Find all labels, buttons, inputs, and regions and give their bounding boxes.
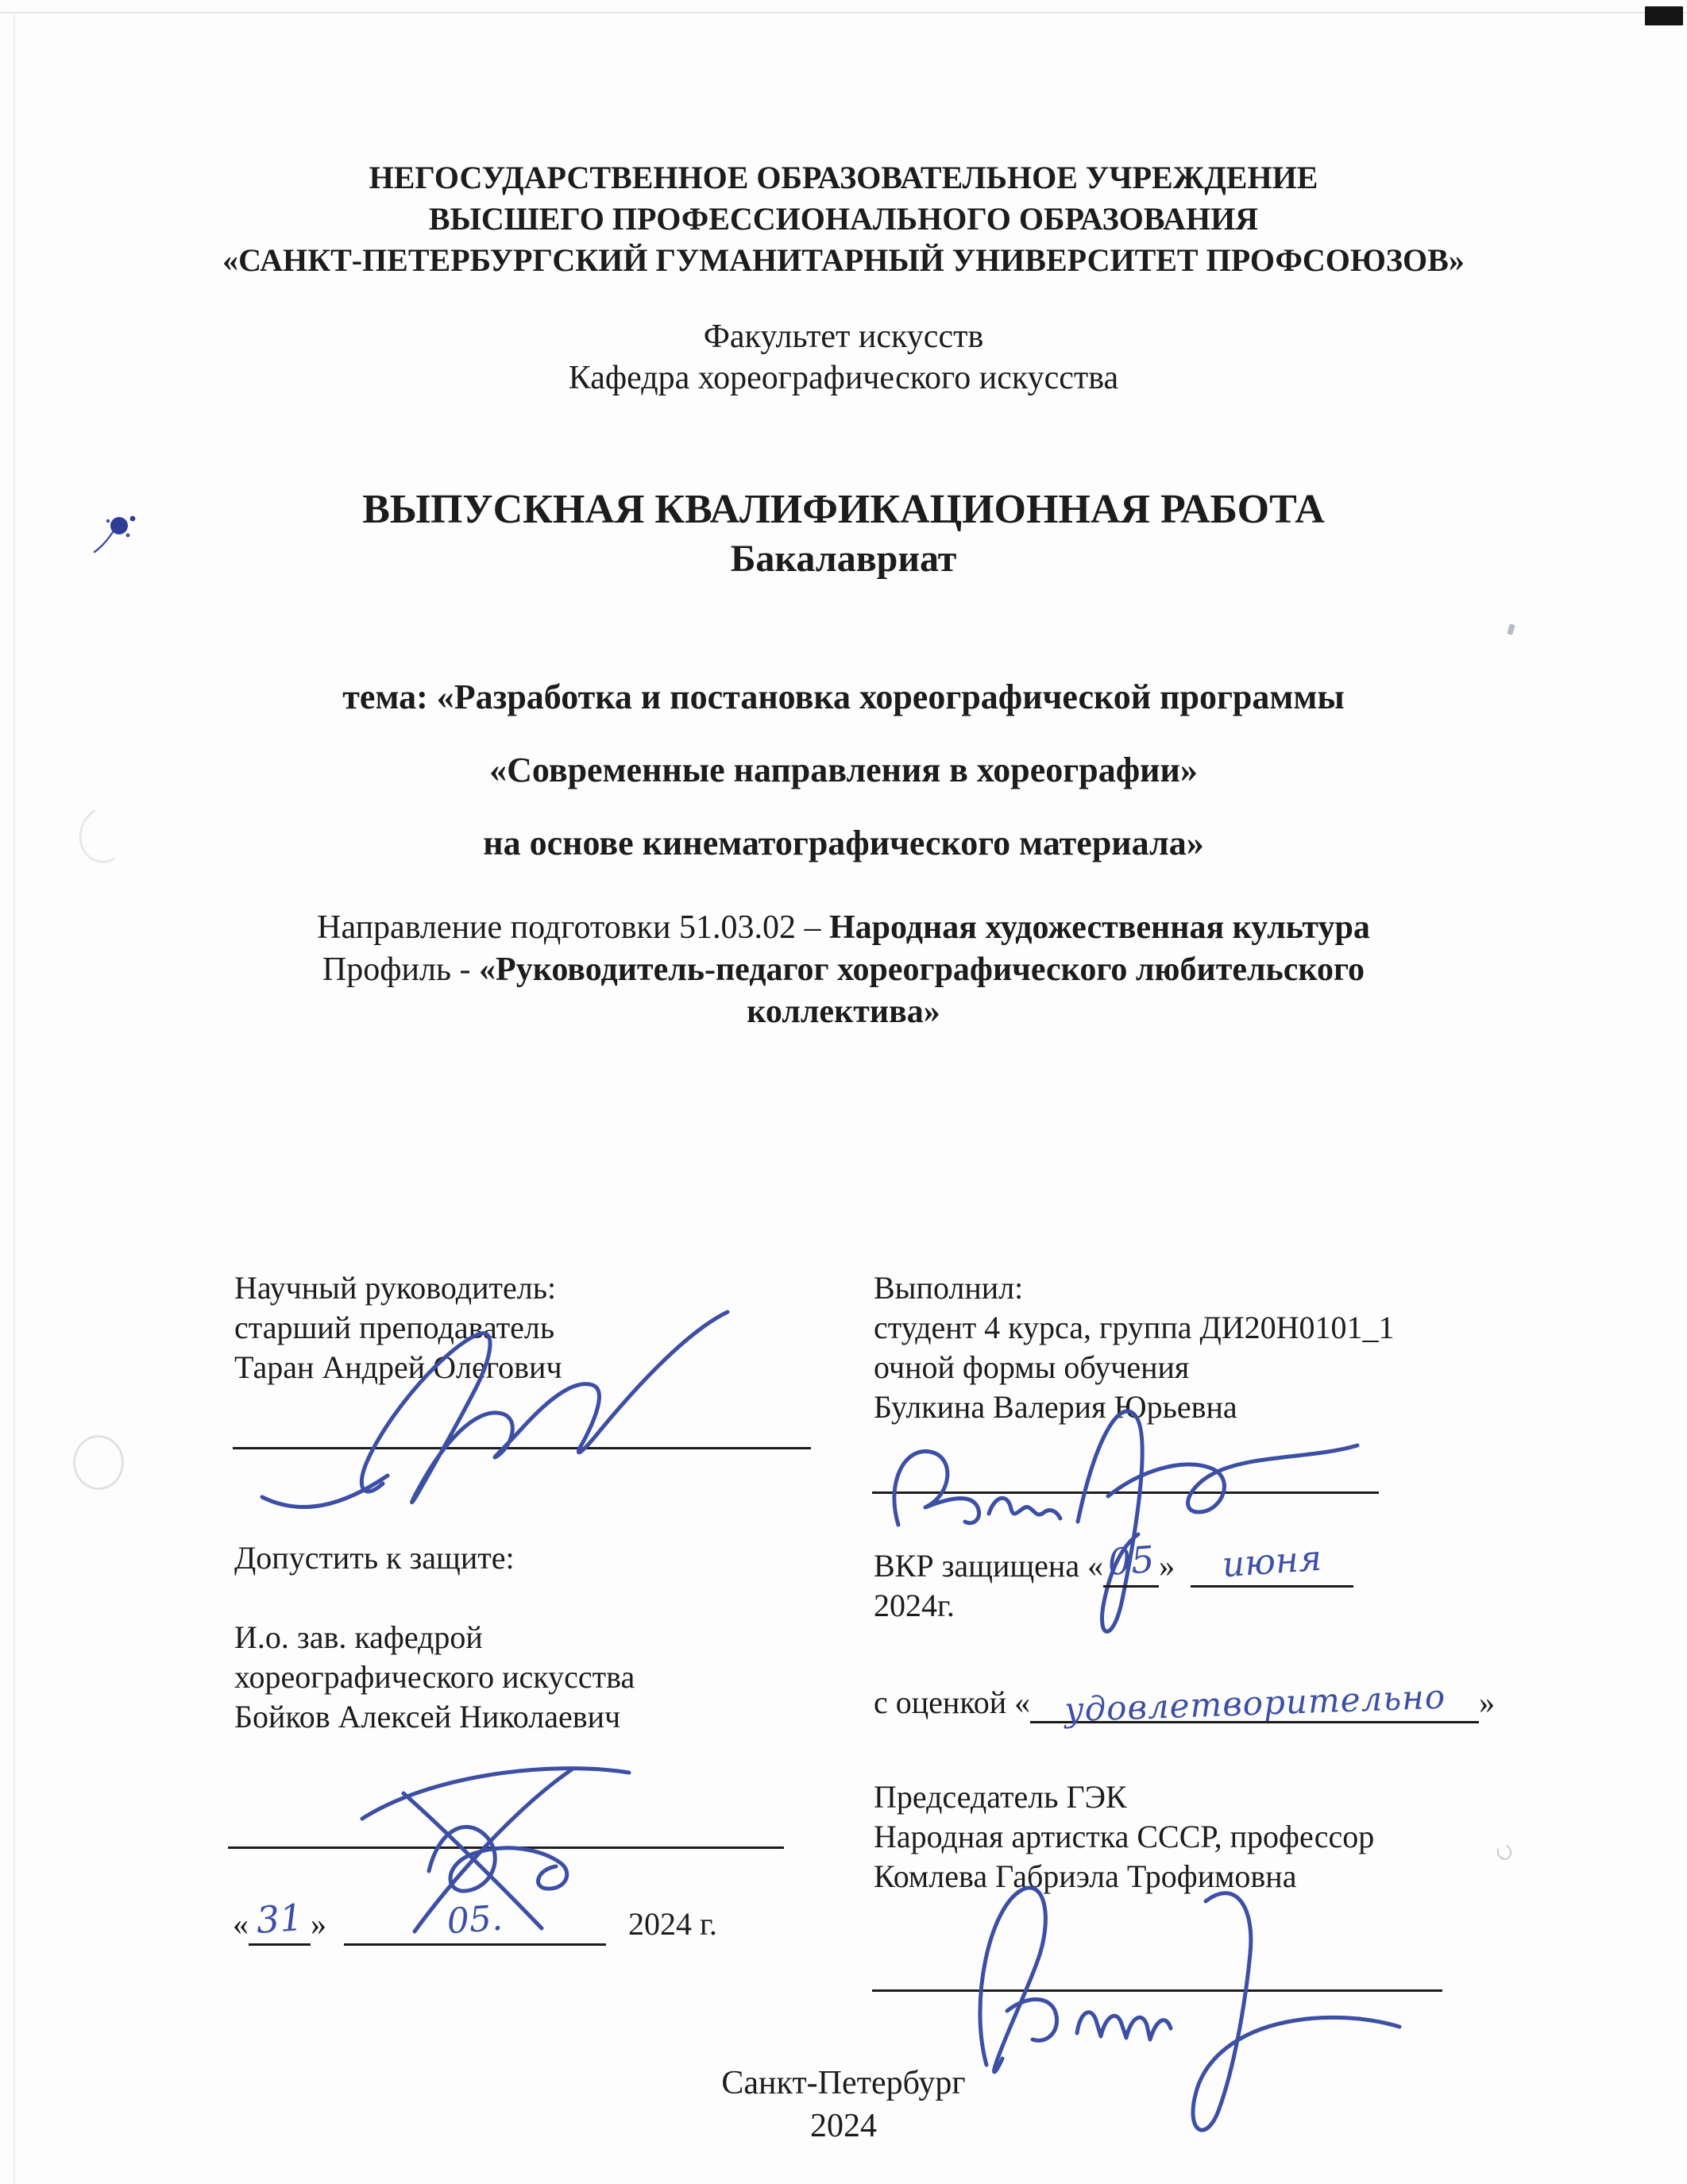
direction-name: Народная художественная культура [828,909,1370,946]
degree-level: Бакалавриат [730,538,957,580]
theme-line3: на основе кинематографического материала» [483,824,1204,862]
org-name-line3: «САНКТ-ПЕТЕРБУРГСКИЙ ГУМАНИТАРНЫЙ УНИВЕРСИТЕТ ПРОФСОЮЗОВ» [222,242,1465,278]
admit-block-label [234,1538,515,1578]
admit-date-close: » [311,1906,326,1942]
supervisor-block [234,1268,562,1387]
defended-prefix: ВКР защищена « [874,1548,1104,1584]
admit-date-line [233,1896,717,1946]
department-head-block [234,1618,635,1737]
head-name: Бойков Алексей Николаевич [234,1699,621,1734]
theme-line2: «Современные направления в хореографии» [489,751,1198,789]
student-line1: студент 4 курса, группа ДИ20Н0101_1 [874,1310,1395,1345]
defended-year: 2024г. [874,1588,955,1623]
admit-label: Допустить к защите: [234,1540,515,1576]
student-line2: очной формы обучения [874,1349,1190,1385]
footer-year: 2024 [810,2108,877,2144]
org-name-line2: ВЫСШЕГО ПРОФЕССИОНАЛЬНОГО ОБРАЗОВАНИЯ [428,201,1259,237]
defended-month-handwritten: июня [1221,1538,1323,1586]
hole-punch-mark [73,1435,124,1490]
work-type-title: ВЫПУСКНАЯ КВАЛИФИКАЦИОННАЯ РАБОТА [362,487,1325,532]
defended-close: » [1159,1548,1175,1584]
admit-date-day-handwritten: 31 [254,1896,304,1942]
footer-city: Санкт-Петербург [721,2065,966,2101]
scan-speck [1495,1843,1514,1862]
head-position-line2: хореографического искусства [234,1659,635,1695]
footer-block [0,2062,1687,2147]
chair-title: Председатель ГЭК [874,1779,1127,1815]
profile-line2 [0,991,1687,1033]
supervisor-signature-line [233,1447,811,1449]
scan-edge-top [0,12,1687,14]
defended-day-handwritten: 05 [1106,1538,1156,1584]
defended-year-line [874,1586,955,1626]
org-name-line1: НЕГОСУДАРСТВЕННОЕ ОБРАЗОВАТЕЛЬНОЕ УЧРЕЖДЕНИЕ [369,160,1318,195]
scan-speck [1507,623,1515,635]
performed-label: Выполнил: [874,1270,1024,1306]
chair-signature-line [872,1989,1442,1992]
chair-name: Комлева Габриэла Трофимовна [874,1858,1297,1894]
supervisor-name: Таран Андрей Олегович [234,1349,562,1385]
faculty-line: Факультет искусств [703,318,984,355]
direction-line [0,907,1687,949]
head-signature-line [228,1846,784,1849]
student-block [874,1268,1395,1427]
chair-honors: Народная артистка СССР, профессор [874,1819,1375,1854]
profile-name-part2: коллектива» [747,994,940,1030]
department-line: Кафедра хореографического искусства [568,360,1119,396]
defended-date-line [874,1538,1353,1588]
student-name: Булкина Валерия Юрьевна [874,1389,1237,1425]
scan-black-tab [1645,6,1683,25]
head-position-line1: И.о. зав. кафедрой [234,1619,483,1655]
supervisor-label: Научный руководитель: [234,1270,557,1306]
profile-prefix: Профиль - [322,951,480,988]
admit-date-year: 2024 г. [628,1906,717,1942]
theme-line1: тема: «Разработка и постановка хореографической программы [342,677,1345,716]
committee-chair-block [874,1777,1374,1897]
grade-prefix: с оценкой « [874,1684,1031,1720]
direction-prefix: Направление подготовки 51.03.02 – [317,909,829,946]
profile-name-part1: «Руководитель-педагог хореографического любительского [479,951,1365,988]
grade-handwritten: удовлетворительно [1063,1677,1446,1730]
profile-line1 [0,949,1687,991]
admit-date-month-handwritten: 05. [446,1897,504,1943]
grade-close: » [1479,1684,1496,1720]
admit-date-open: « [233,1906,249,1942]
student-signature-line [872,1491,1379,1494]
supervisor-title: старший преподаватель [234,1310,555,1345]
grade-line [874,1677,1496,1730]
